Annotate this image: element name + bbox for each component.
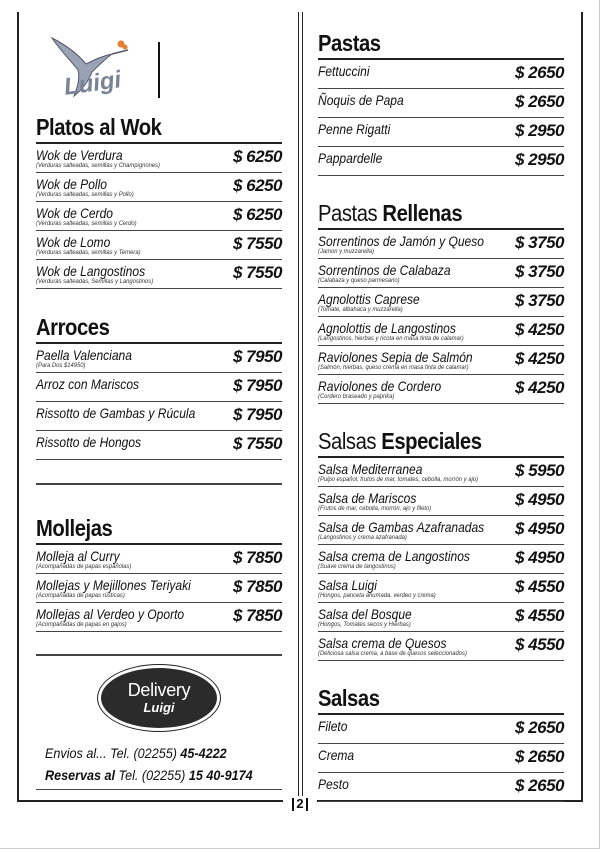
menu-item-price: $ 4250 <box>515 378 564 397</box>
menu-item <box>318 516 564 545</box>
menu-item <box>36 431 282 460</box>
menu-item-name: Mollejas al Verdeo y Oporto <box>36 606 185 622</box>
page-number-bar <box>292 798 294 811</box>
menu-item-name: Penne Rigatti <box>318 121 391 137</box>
menu-item-name: Salsa crema de Quesos <box>318 635 447 651</box>
menu-item <box>318 89 564 118</box>
menu-item-name: Sorrentinos de Jamón y Queso <box>318 233 484 249</box>
left-border <box>17 12 19 802</box>
menu-item-price: $ 4550 <box>515 635 564 654</box>
section-arroces <box>36 314 282 460</box>
menu-item-price: $ 3750 <box>515 233 564 252</box>
menu-item <box>318 375 564 404</box>
menu-item-desc: (Acompañadas de papas españolas) <box>36 563 132 570</box>
separator <box>36 789 282 790</box>
section-title: Mollejas <box>36 515 113 541</box>
menu-item-name: Paella Valenciana <box>36 347 132 363</box>
section-pastas <box>318 30 564 176</box>
menu-item <box>318 317 564 346</box>
menu-item-desc: (Salmón, hierbas, queso crema en masa tinta de calamar) <box>318 364 469 371</box>
logo-text: Luigi <box>62 66 123 101</box>
menu-item-price: $ 6250 <box>233 147 282 166</box>
menu-item <box>36 574 282 603</box>
menu-item-name: Salsa de Mariscos <box>318 490 417 506</box>
page-number <box>283 796 317 816</box>
contact-delivery <box>45 745 227 761</box>
section-title-bold: Especiales <box>381 428 482 454</box>
page-number-text: 2 <box>296 796 304 811</box>
menu-item-price: $ 4950 <box>515 490 564 509</box>
menu-item <box>318 60 564 89</box>
menu-item-desc: (Hongos, panceta ahumada, verdeo y crema) <box>318 592 436 599</box>
menu-item-price: $ 2650 <box>515 776 564 795</box>
menu-item <box>36 373 282 402</box>
section-title <box>318 200 534 227</box>
menu-item-name: Salsa crema de Langostinos <box>318 548 470 564</box>
menu-item <box>36 545 282 574</box>
rellenas-list <box>318 230 564 404</box>
menu-item-price: $ 7550 <box>233 234 282 253</box>
menu-item-name: Wok de Verdura <box>36 147 123 163</box>
menu-item-name: Salsa de Gambas Azafranadas <box>318 519 485 535</box>
menu-item-desc: (Verduras salteadas, semillas y Pollo) <box>36 191 134 198</box>
menu-item-name: Fileto <box>318 718 348 734</box>
menu-item <box>318 458 564 487</box>
menu-item-desc: (Verduras salteadas, semillas y Cerdo) <box>36 220 137 227</box>
delivery-line2: Luigi <box>143 700 175 715</box>
section-mollejas <box>36 515 282 632</box>
menu-item-desc: (Pulpo español, frutos de mar, tomates, cebolla, morrón y ajo) <box>318 476 478 483</box>
contact-reservas <box>45 767 253 783</box>
menu-item-name: Wok de Pollo <box>36 176 107 192</box>
menu-item-desc: (Frutos de mar, cebolla, morrón, ajo y fileto) <box>318 505 432 512</box>
menu-item-desc: (Langostinos y crema azafranada) <box>318 534 407 541</box>
section-salsas <box>318 685 564 802</box>
contact-reservas-number: 15 40-9174 <box>188 767 253 783</box>
menu-item-desc: (Acompañadas de papas en gajos) <box>36 621 127 628</box>
delivery-badge <box>98 665 220 731</box>
menu-item <box>36 402 282 431</box>
menu-item-name: Arroz con Mariscos <box>36 376 140 392</box>
menu-item <box>318 487 564 516</box>
menu-item-desc: (Para Dos $14950) <box>36 362 86 369</box>
menu-item <box>318 288 564 317</box>
menu-item-name: Wok de Lomo <box>36 234 111 250</box>
menu-item-price: $ 4250 <box>515 349 564 368</box>
section-title-light: Pastas <box>318 200 378 226</box>
contact-delivery-number: 45-4222 <box>180 745 227 761</box>
menu-item <box>36 260 282 289</box>
separator <box>36 483 282 485</box>
column-divider <box>298 12 303 802</box>
menu-item-price: $ 7950 <box>233 347 282 366</box>
menu-item-desc: (Hongos, Tomates secos y Hierbas) <box>318 621 411 628</box>
section-title: Salsas <box>318 685 380 711</box>
menu-item <box>318 230 564 259</box>
menu-item <box>318 603 564 632</box>
menu-item <box>36 202 282 231</box>
menu-item-price: $ 4550 <box>515 606 564 625</box>
menu-item-price: $ 3750 <box>515 262 564 281</box>
menu-item-name: Wok de Cerdo <box>36 205 113 221</box>
section-title: Platos al Wok <box>36 114 162 140</box>
menu-item-desc: (Verduras salteadas, Semillas y Langostinos) <box>36 278 154 285</box>
menu-item <box>318 259 564 288</box>
menu-item-name: Raviolones Sepia de Salmón <box>318 349 473 365</box>
menu-item-name: Rissotto de Hongos <box>36 434 142 450</box>
contact-reservas-label: Reservas al <box>45 767 116 783</box>
pastas-list <box>318 60 564 176</box>
menu-item-price: $ 4950 <box>515 519 564 538</box>
menu-item-name: Rissotto de Gambas y Rúcula <box>36 405 196 421</box>
menu-item-desc: (Langostinos, hierbas y ricota en masa tinta de calamar) <box>318 335 464 342</box>
section-title <box>318 428 534 455</box>
menu-item-price: $ 5950 <box>515 461 564 480</box>
menu-item-price: $ 2650 <box>515 92 564 111</box>
menu-item-price: $ 7550 <box>233 434 282 453</box>
section-title: Pastas <box>318 30 381 56</box>
menu-item-name: Agnolottis Caprese <box>318 291 420 307</box>
menu-item <box>318 118 564 147</box>
menu-item-name: Pesto <box>318 776 349 792</box>
section-title-light: Salsas <box>318 428 377 454</box>
menu-item-desc: (Calabaza y queso parmesano) <box>318 277 400 284</box>
menu-item-desc: (Deliciosa salsa crema, a base de quesos seleccionados) <box>318 650 467 657</box>
menu-item <box>36 173 282 202</box>
menu-item <box>318 715 564 744</box>
menu-item-desc: (Verduras salteadas, semillas y Ternera) <box>36 249 141 256</box>
menu-item-price: $ 7950 <box>233 376 282 395</box>
menu-item <box>36 603 282 632</box>
menu-item-price: $ 4950 <box>515 548 564 567</box>
menu-item-desc: (Jamon y muzzarella) <box>318 248 374 255</box>
menu-item-price: $ 4250 <box>515 320 564 339</box>
menu-item-name: Pappardelle <box>318 150 383 166</box>
menu-item <box>318 574 564 603</box>
menu-item-price: $ 6250 <box>233 176 282 195</box>
menu-item-name: Salsa Luigi <box>318 577 377 593</box>
menu-item-price: $ 2650 <box>515 747 564 766</box>
menu-item-desc: (Verduras salteadas, semillas y Champignones) <box>36 162 161 169</box>
section-title: Arroces <box>36 314 110 340</box>
menu-item-name: Salsa del Bosque <box>318 606 412 622</box>
menu-item-price: $ 2950 <box>515 150 564 169</box>
menu-item-name: Molleja al Curry <box>36 548 120 564</box>
mollejas-list <box>36 545 282 632</box>
menu-item-name: Fettuccini <box>318 63 370 79</box>
menu-item-price: $ 4550 <box>515 577 564 596</box>
menu-item <box>318 147 564 176</box>
menu-item-name: Crema <box>318 747 355 763</box>
menu-item-price: $ 7850 <box>233 548 282 567</box>
menu-item-name: Sorrentinos de Calabaza <box>318 262 451 278</box>
contact-delivery-prefix: Envios al... Tel. (02255) <box>45 745 177 761</box>
menu-item-price: $ 7850 <box>233 577 282 596</box>
menu-item-name: Raviolones de Cordero <box>318 378 442 394</box>
section-title-bold: Rellenas <box>382 200 463 226</box>
menu-item <box>36 144 282 173</box>
section-rellenas <box>318 200 564 404</box>
menu-item-desc: (Suave crema de langostinos) <box>318 563 396 570</box>
salsas-list <box>318 715 564 802</box>
especiales-list <box>318 458 564 661</box>
menu-item-price: $ 2650 <box>515 63 564 82</box>
menu-item-price: $ 7550 <box>233 263 282 282</box>
menu-item-name: Ñoquis de Papa <box>318 92 404 108</box>
menu-item <box>318 744 564 773</box>
menu-item-name: Wok de Langostinos <box>36 263 146 279</box>
menu-item-name: Salsa Mediterranea <box>318 461 423 477</box>
menu-item-price: $ 6250 <box>233 205 282 224</box>
menu-item <box>318 346 564 375</box>
menu-item-desc: (Tomate, albahaca y muzzarella) <box>318 306 403 313</box>
luigi-logo <box>42 30 132 108</box>
menu-item-price: $ 3750 <box>515 291 564 310</box>
menu-item <box>318 773 564 802</box>
menu-item <box>36 231 282 260</box>
contact-reservas-mid: Tel. (02255) <box>118 767 186 783</box>
menu-item-price: $ 2650 <box>515 718 564 737</box>
page-number-bar <box>306 798 308 811</box>
menu-item <box>318 632 564 661</box>
menu-item-name: Mollejas y Mejillones Teriyaki <box>36 577 191 593</box>
logo-bar <box>158 42 160 98</box>
menu-item-price: $ 2950 <box>515 121 564 140</box>
section-wok <box>36 114 282 289</box>
menu-item-name: Agnolottis de Langostinos <box>318 320 456 336</box>
menu-item <box>36 344 282 373</box>
delivery-line1: Delivery <box>127 680 191 700</box>
section-especiales <box>318 428 564 661</box>
right-border <box>581 12 583 802</box>
separator <box>36 654 282 656</box>
arroces-list <box>36 344 282 460</box>
menu-item-price: $ 7850 <box>233 606 282 625</box>
menu-item-price: $ 7950 <box>233 405 282 424</box>
wok-list <box>36 144 282 289</box>
menu-item <box>318 545 564 574</box>
menu-item-desc: (Acompañadas de papas rústicas) <box>36 592 125 599</box>
menu-item-desc: (Cordero braseado y paprika) <box>318 393 395 400</box>
